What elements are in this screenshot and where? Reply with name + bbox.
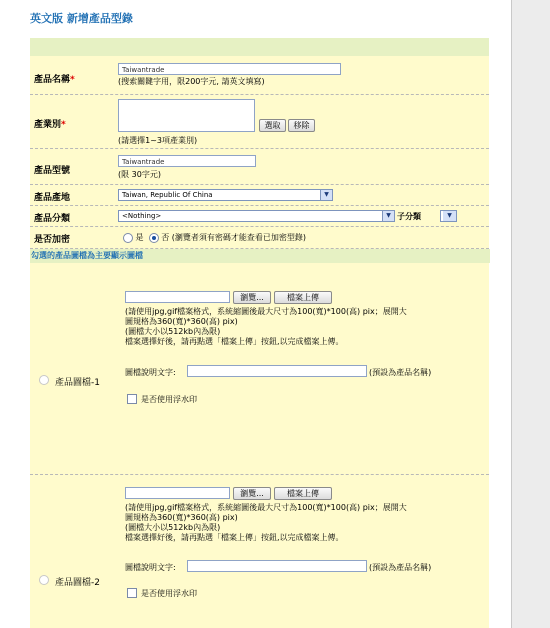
row-industry bbox=[30, 95, 489, 149]
origin-value: Taiwan, Republic Of China bbox=[122, 191, 213, 199]
image-note-3: (圖檔大小以512kb內為限) bbox=[125, 327, 221, 336]
primary-image-radio[interactable] bbox=[39, 575, 49, 585]
encrypt-yes-label: 是 bbox=[135, 233, 144, 242]
category-value: <Nothing> bbox=[122, 212, 162, 220]
product-form bbox=[30, 38, 489, 628]
image-note-2: 圖規格為360(寬)*360(高) pix) bbox=[125, 317, 238, 326]
category-label: 產品分類 bbox=[34, 214, 71, 224]
image-desc-label: 圖檔說明文字: bbox=[125, 368, 176, 377]
page-title: 英文版 新增產品型錄 bbox=[30, 12, 133, 25]
category-select[interactable] bbox=[118, 210, 395, 222]
industry-label: 產業別* bbox=[34, 120, 66, 130]
image-desc-note: (預設為產品名稱) bbox=[369, 563, 432, 572]
upload-button[interactable]: 檔案上傳 bbox=[274, 291, 332, 304]
image-note-2: 圖規格為360(寬)*360(高) pix) bbox=[125, 513, 238, 522]
chevron-down-icon[interactable]: ▼ bbox=[382, 211, 394, 221]
chevron-down-icon[interactable]: ▼ bbox=[320, 190, 332, 200]
encrypt-options bbox=[123, 232, 306, 243]
watermark-label: 是否使用浮水印 bbox=[141, 589, 197, 598]
encrypt-yes-radio[interactable] bbox=[123, 233, 133, 243]
encrypt-no-label: 否 bbox=[161, 233, 170, 242]
subcategory-select[interactable] bbox=[440, 210, 457, 222]
watermark-checkbox[interactable] bbox=[127, 394, 137, 404]
images-section-header: 勾選的產品圖檔為主要顯示圖檔 bbox=[30, 249, 490, 263]
image-note-1: (請使用jpg,gif檔案格式，系統縮圖後最大尺寸為100(寬)*100(高) pix；展開大 bbox=[125, 307, 407, 316]
file-path-input[interactable] bbox=[125, 291, 230, 303]
image-1-label: 產品圖檔-1 bbox=[55, 378, 100, 388]
row-product-name bbox=[30, 58, 489, 95]
row-category bbox=[30, 206, 489, 227]
image-note-1: (請使用jpg,gif檔案格式，系統縮圖後最大尺寸為100(寬)*100(高) pix；展開大 bbox=[125, 503, 407, 512]
origin-label: 產品產地 bbox=[34, 193, 71, 203]
select-industry-button[interactable]: 選取 bbox=[259, 119, 286, 132]
form-top-banner bbox=[30, 38, 489, 56]
model-input[interactable]: Taiwantrade bbox=[118, 155, 256, 167]
row-model bbox=[30, 149, 489, 185]
row-image-2 bbox=[30, 475, 489, 628]
image-note-3: (圖檔大小以512kb內為限) bbox=[125, 523, 221, 532]
browse-button[interactable]: 瀏覽... bbox=[233, 487, 271, 500]
chevron-down-icon[interactable]: ▼ bbox=[443, 211, 456, 221]
product-name-label: 產品名稱* bbox=[34, 75, 75, 85]
image-note-4: 檔案選擇好後，請再點選「檔案上傳」按鈕,以完成檔案上傳。 bbox=[125, 533, 344, 542]
file-path-input[interactable] bbox=[125, 487, 230, 499]
model-note: (限 30字元) bbox=[118, 170, 161, 179]
product-name-note: (搜索關鍵字用，限200字元, 請英文填寫) bbox=[118, 77, 265, 86]
product-name-input[interactable]: Taiwantrade bbox=[118, 63, 341, 75]
industry-note: (請選擇1~3項產業別) bbox=[118, 136, 198, 145]
image-desc-input[interactable] bbox=[187, 560, 367, 572]
browse-button[interactable]: 瀏覽... bbox=[233, 291, 271, 304]
image-2-label: 產品圖檔-2 bbox=[55, 578, 100, 588]
remove-industry-button[interactable]: 移除 bbox=[288, 119, 315, 132]
image-desc-input[interactable] bbox=[187, 365, 367, 377]
row-image-1 bbox=[30, 264, 489, 475]
watermark-label: 是否使用浮水印 bbox=[141, 395, 197, 404]
image-desc-note: (預設為產品名稱) bbox=[369, 368, 432, 377]
primary-image-radio[interactable] bbox=[39, 375, 49, 385]
industry-list[interactable] bbox=[118, 99, 255, 132]
image-note-4: 檔案選擇好後，請再點選「檔案上傳」按鈕,以完成檔案上傳。 bbox=[125, 337, 344, 346]
row-encrypt bbox=[30, 227, 489, 249]
row-origin bbox=[30, 185, 489, 206]
right-scroll-gutter bbox=[511, 0, 550, 628]
upload-button[interactable]: 檔案上傳 bbox=[274, 487, 332, 500]
encrypt-label: 是否加密 bbox=[34, 235, 71, 245]
subcategory-label: 子分類 bbox=[397, 212, 421, 221]
origin-select[interactable] bbox=[118, 189, 333, 201]
watermark-checkbox[interactable] bbox=[127, 588, 137, 598]
encrypt-no-note: (瀏覽者須有密碼才能查看已加密型錄) bbox=[171, 233, 306, 242]
encrypt-no-radio[interactable] bbox=[149, 233, 159, 243]
image-desc-label: 圖檔說明文字: bbox=[125, 563, 176, 572]
model-label: 產品型號 bbox=[34, 166, 71, 176]
